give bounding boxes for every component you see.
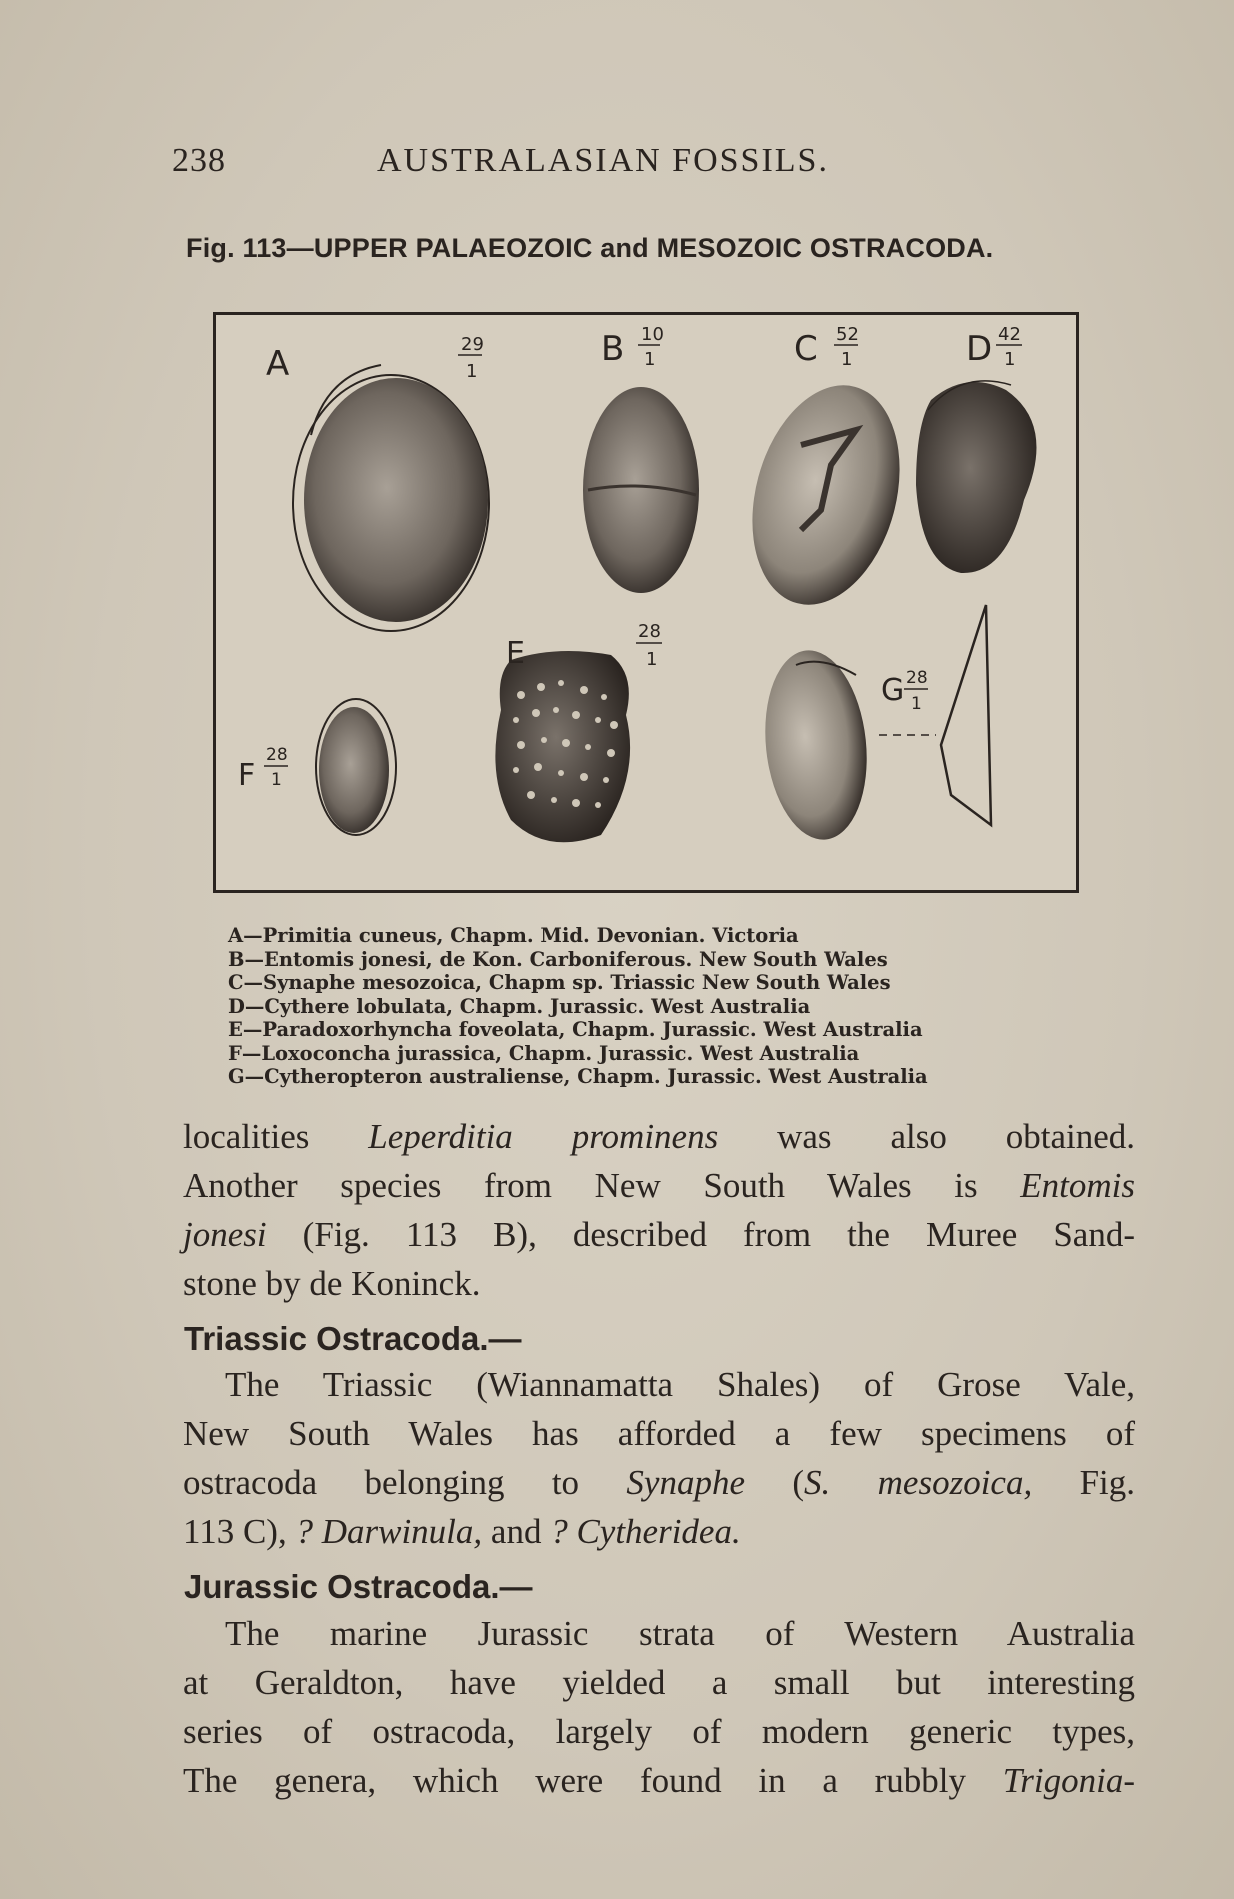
specimen-b xyxy=(583,324,699,593)
specimen-letter: D xyxy=(966,329,993,369)
magnification-bottom: 1 xyxy=(841,349,853,370)
magnification-top: 28 xyxy=(638,621,661,642)
specimen-letter: E xyxy=(506,636,525,671)
figure-plate xyxy=(213,312,1079,893)
magnification-bottom: 1 xyxy=(911,694,922,714)
magnification-bottom: 1 xyxy=(271,770,282,790)
magnification-top: 42 xyxy=(998,324,1021,345)
specimen-letter: F xyxy=(238,758,256,793)
magnification-top: 10 xyxy=(641,324,664,345)
specimen-letter: C xyxy=(794,329,818,369)
specimen-c xyxy=(729,324,922,621)
paragraph-continuation: localities Leperditia prominens was also obtained. Another species from New South Wales is Entomis jonesi (Fig. 113 B), described from the Muree Sand- stone by de Koninck. xyxy=(183,1117,1136,1303)
legend-line: G—Cytheropteron australiense, Chapm. Jurassic. West Australia xyxy=(228,1065,928,1088)
section-heading-jurassic: Jurassic Ostracoda.— xyxy=(184,1568,533,1605)
magnification-top: 52 xyxy=(836,324,859,345)
specimen-letter: A xyxy=(266,344,290,384)
specimen-a xyxy=(266,334,489,631)
specimen-letter: B xyxy=(601,329,625,369)
magnification-top: 29 xyxy=(461,334,484,355)
section-heading-triassic: Triassic Ostracoda.— xyxy=(184,1320,522,1357)
specimen-f xyxy=(238,699,396,835)
legend-line: E—Paradoxorhyncha foveolata, Chapm. Jurassic. West Australia xyxy=(228,1018,923,1041)
legend-line: A—Primitia cuneus, Chapm. Mid. Devonian. Victoria xyxy=(228,924,799,947)
page-number: 238 xyxy=(172,142,226,179)
legend-line: B—Entomis jonesi, de Kon. Carboniferous. New South Wales xyxy=(228,947,888,971)
magnification-top: 28 xyxy=(906,668,928,688)
specimen-letter: G xyxy=(881,673,905,708)
magnification-bottom: 1 xyxy=(466,361,478,382)
legend-line: D—Cythere lobulata, Chapm. Jurassic. West Australia xyxy=(228,994,811,1018)
magnification-bottom: 1 xyxy=(644,349,656,370)
specimen-e xyxy=(495,621,662,842)
ostracoda-illustration xyxy=(216,315,1076,890)
magnification-top: 28 xyxy=(266,745,288,765)
running-title: AUSTRALASIAN FOSSILS. xyxy=(377,142,829,179)
legend-line: C—Synaphe mesozoica, Chapm sp. Triassic New South Wales xyxy=(228,971,891,994)
figure-caption: Fig. 113—UPPER PALAEOZOIC and MESOZOIC OSTRACODA. xyxy=(186,233,994,263)
specimen-d xyxy=(916,324,1036,573)
paragraph-jurassic: The marine Jurassic strata of Western Australia at Geraldton, have yielded a small but interesting series of ostracoda, largely of modern generic types, The genera, which were found in a rubbly Trigonia- xyxy=(183,1614,1135,1800)
magnification-bottom: 1 xyxy=(1004,349,1016,370)
figure-legend xyxy=(228,924,1108,1089)
legend-line: F—Loxoconcha jurassica, Chapm. Jurassic. West Australia xyxy=(228,1041,860,1065)
magnification-bottom: 1 xyxy=(646,649,658,670)
specimen-g xyxy=(756,605,991,845)
paragraph-triassic: The Triassic (Wiannamatta Shales) of Grose Vale, New South Wales has afforded a few specimens of ostracoda belonging to Synaphe (S. mesozoica, Fig. 113 C), ? Darwinula, and ? Cytheridea. xyxy=(183,1365,1136,1551)
